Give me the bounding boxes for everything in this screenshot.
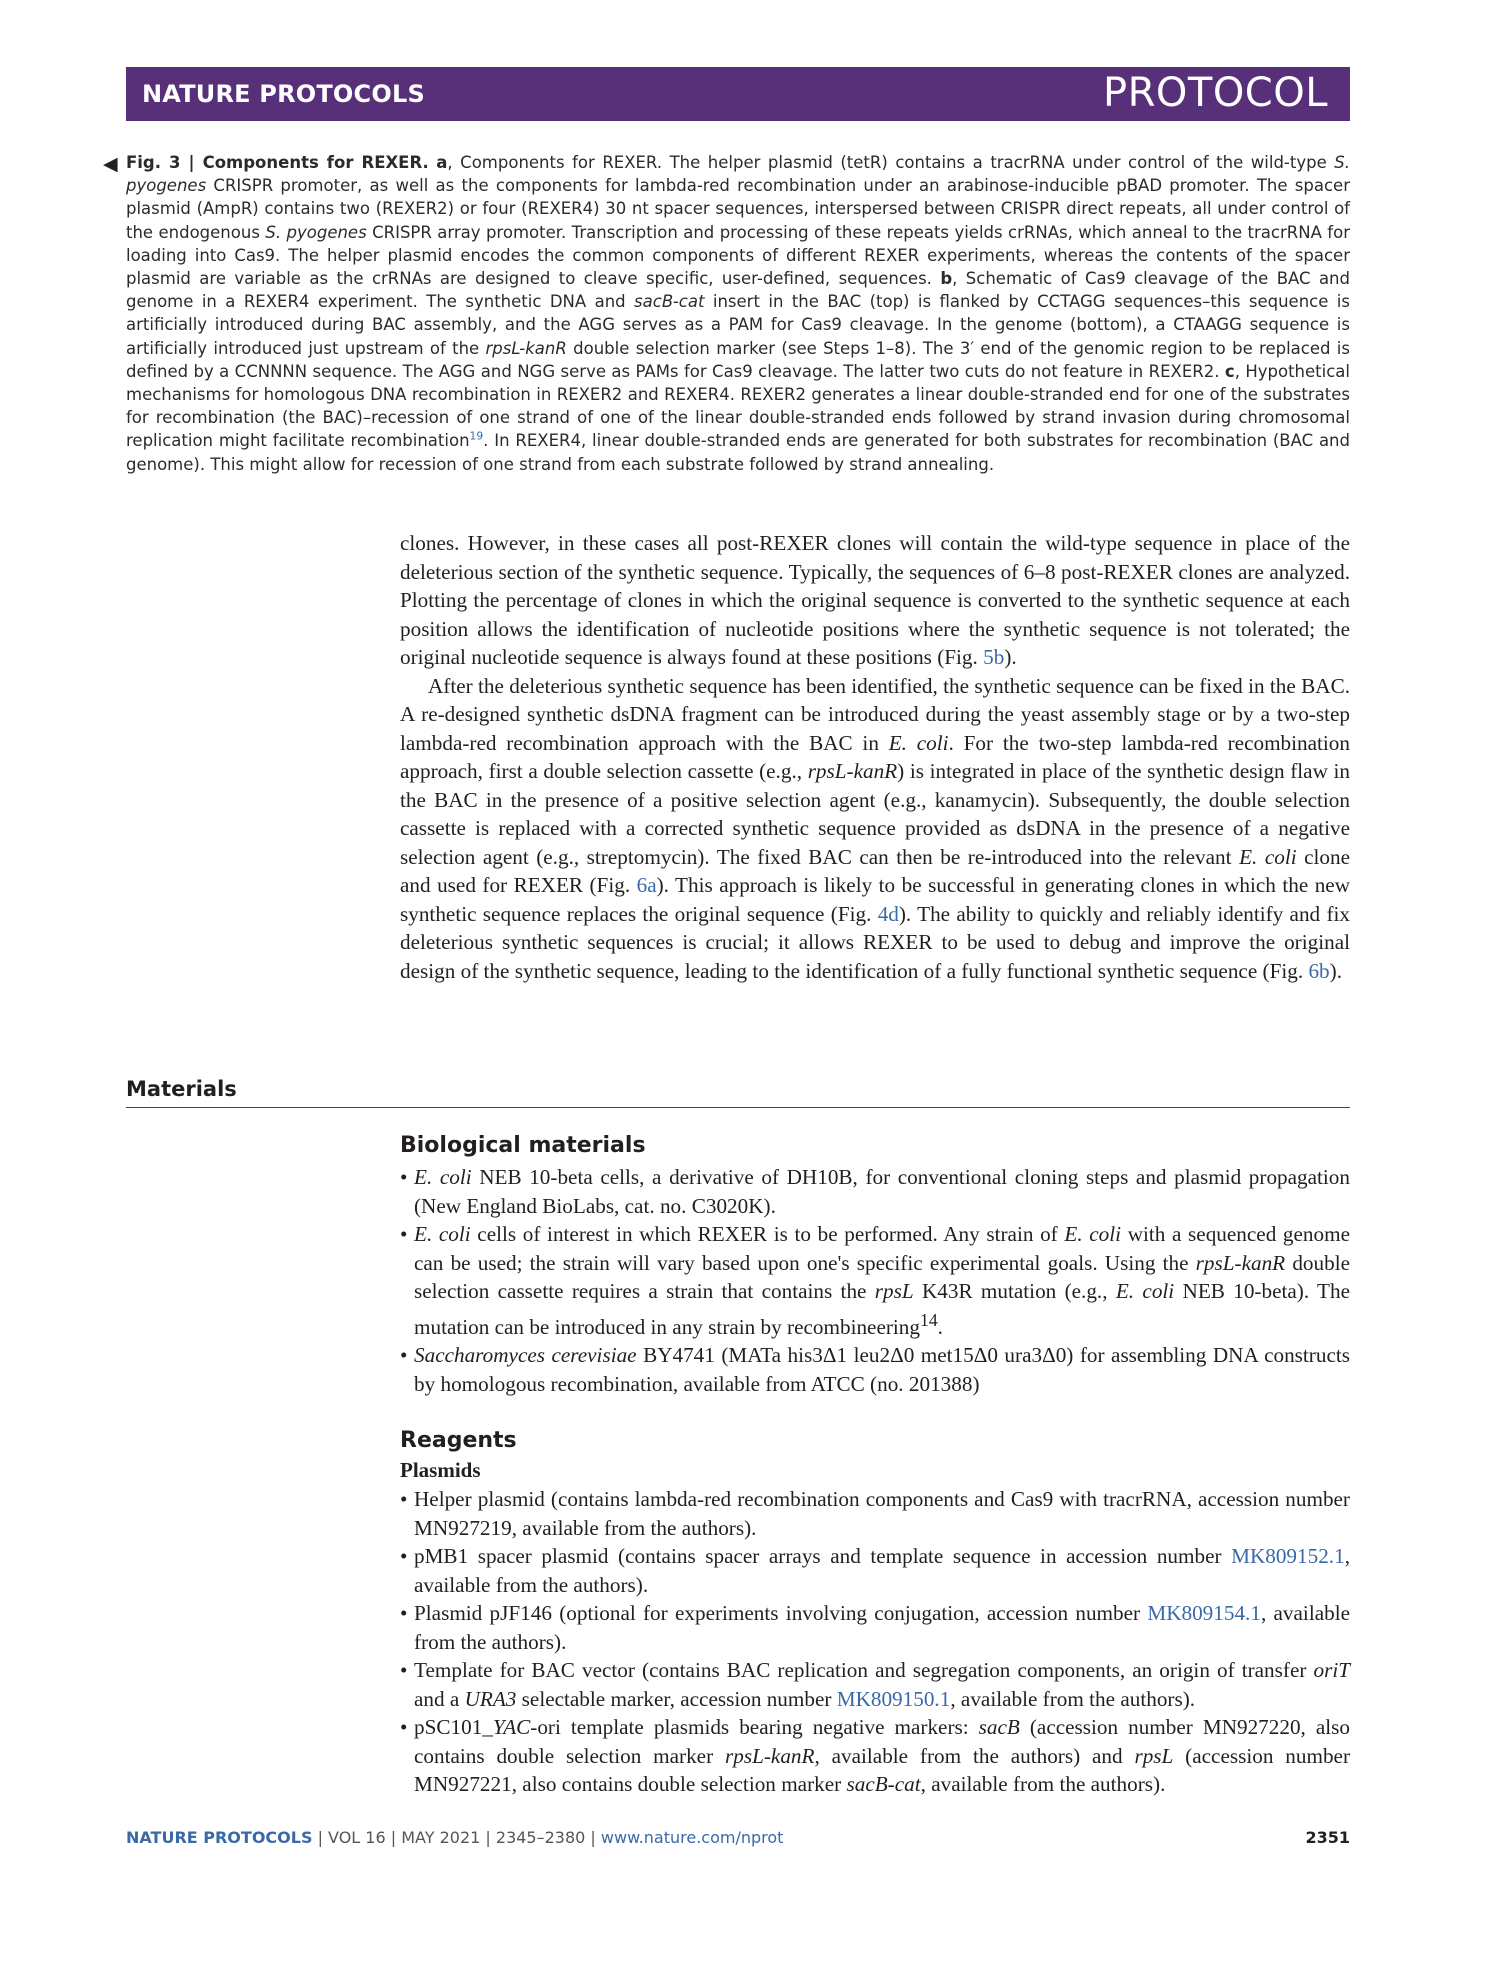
plasmids-list <box>400 1485 1350 1799</box>
list-item: • E. coli cells of interest in which REXER is to be performed. Any strain of E. coli with a sequenced genome can be used; the strain will vary based upon one's specific experimental goals. Using the rpsL-kanR double selection cassette requires a strain that contains the rpsL K43R mutation (e.g., E. coli NEB 10-beta). The mutation can be introduced in any strain by recombineering$^{14}$. <box>400 1220 1350 1341</box>
reference-14[interactable]: 14 <box>920 1309 938 1330</box>
fig-5b-link[interactable]: 5b <box>983 645 1005 669</box>
biological-materials-list <box>400 1163 1350 1398</box>
body-text <box>400 529 1350 985</box>
footer-date: MAY 2021 <box>401 1828 481 1847</box>
accession-mk809154-link[interactable]: MK809154.1 <box>1147 1601 1261 1625</box>
fig-6b-link[interactable]: 6b <box>1308 958 1330 983</box>
caption-label: Fig. 3 | Components for REXER. <box>126 153 429 172</box>
page-footer: NATURE PROTOCOLS | VOL 16 | MAY 2021 | 2345–2380 | www.nature.com/nprot 2351 <box>126 1828 1350 1847</box>
list-item: • Helper plasmid (contains lambda-red recombination components and Cas9 with tracrRNA, accession number MN927219, available from the authors). <box>400 1485 1350 1542</box>
footer-url-link[interactable]: www.nature.com/nprot <box>600 1828 784 1847</box>
accession-mk809152-link[interactable]: MK809152.1 <box>1231 1544 1345 1568</box>
list-item: • Plasmid pJF146 (optional for experiments involving conjugation, accession number MK809154.1, available from the authors). <box>400 1599 1350 1656</box>
list-item: • Saccharomyces cerevisiae BY4741 (MATa his3Δ1 leu2Δ0 met15Δ0 ura3Δ0) for assembling DNA constructs by homologous recombination, available from ATCC (no. 201388) <box>400 1341 1350 1398</box>
fig-4d-link[interactable]: 4d <box>877 901 899 926</box>
list-item: • pSC101_YAC-ori template plasmids bearing negative markers: sacB (accession number MN927220, also contains double selection marker rpsL-kanR, available from the authors) and rpsL (accession number MN927221, also contains double selection marker sacB-cat, available from the authors). <box>400 1713 1350 1799</box>
journal-name: NATURE PROTOCOLS <box>142 80 425 108</box>
paragraph-2: After the deleterious synthetic sequence has been identified, the synthetic sequence can be fixed in the BAC. A re-designed synthetic dsDNA fragment can be introduced during the yeast assembly stage or by a two-step lambda-red recombination approach with the BAC in E. coli. For the two-step lambda-red recombination approach, first a double selection cassette (e.g., rpsL-kanR) is integrated in place of the synthetic design flaw in the BAC in the presence of a positive selection agent (e.g., kanamycin). Subsequently, the double selection cassette is replaced with a corrected synthetic sequence provided as dsDNA in the presence of a negative selection agent (e.g., streptomycin). The fixed BAC can then be re-introduced into the relevant E. coli clone and used for REXER (Fig. 6a). This approach is likely to be successful in generating clones in which the new synthetic sequence replaces the original sequence (Fig. 4d). The ability to quickly and reliably identify and fix deleterious synthetic sequences is crucial; it allows REXER to be used to debug and improve the original design of the synthetic sequence, leading to the identification of a fully functional synthetic sequence (Fig. 6b). <box>400 673 1351 983</box>
biological-materials-heading: Biological materials <box>400 1133 646 1158</box>
list-item: • E. coli NEB 10-beta cells, a derivative of DH10B, for conventional cloning steps and plasmid propagation (New England BioLabs, cat. no. C3020K). <box>400 1163 1350 1220</box>
accession-mk809150-link[interactable]: MK809150.1 <box>836 1686 951 1711</box>
reagents-heading: Reagents <box>400 1428 517 1453</box>
footer-volume: VOL 16 <box>328 1828 386 1847</box>
reference-19[interactable]: 19 <box>469 429 484 443</box>
plasmids-heading: Plasmids <box>400 1458 481 1482</box>
article-type: PROTOCOL <box>1102 70 1328 116</box>
materials-section-heading: Materials <box>126 1077 1350 1108</box>
list-item: • Template for BAC vector (contains BAC replication and segregation components, an origin of transfer oriT and a URA3 selectable marker, accession number MK809150.1, available from the authors). <box>400 1656 1350 1713</box>
fig-6a-link[interactable]: 6a <box>636 873 657 897</box>
footer-journal: NATURE PROTOCOLS <box>126 1828 313 1847</box>
figure-caption: ◀ Fig. 3 | Components for REXER. a, Components for REXER. The helper plasmid (tetR) contains a tracrRNA under control of the wild-type S. pyogenes CRISPR promoter, as well as the components for lambda-red recombination under an arabinose-inducible pBAD promoter. The spacer plasmid (AmpR) contains two (REXER2) or four (REXER4) 30 nt spacer sequences, interspersed between CRISPR direct repeats, all under control of the endogenous S. pyogenes CRISPR array promoter. Transcription and processing of these repeats yields crRNAs, which anneal to the tracrRNA for loading into Cas9. The helper plasmid encodes the common components of different REXER experiments, whereas the contents of the spacer plasmid are variable as the crRNAs are designed to cleave specific, user-defined, sequences. b, Schematic of Cas9 cleavage of the BAC and genome in a REXER4 experiment. The synthetic DNA and sacB-cat insert in the BAC (top) is flanked by CCTAGG sequences–this sequence is artificially introduced during BAC assembly, and the AGG serves as a PAM for Cas9 cleavage. In the genome (bottom), a CTAAGG sequence is artificially introduced just upstream of the rpsL-kanR double selection marker (see Steps 1–8). The 3′ end of the genomic region to be replaced is defined by a CCNNNN sequence. The AGG and NGG serve as PAMs for Cas9 cleavage. The latter two cuts do not feature in REXER2. c, Hypothetical mechanisms for homologous DNA recombination in REXER2 and REXER4. REXER2 generates a linear double-stranded end for one of the substrates for recombination (the BAC)–recession of one strand of one of the linear double-stranded ends followed by strand invasion during chromosomal replication might facilitate recombination$^{19}$. In REXER4, linear double-stranded ends are generated for both substrates for recombination (BAC and genome). This might allow for recession of one strand from each substrate followed by strand annealing. <box>103 153 1350 474</box>
footer-pages: 2345–2380 <box>495 1828 586 1847</box>
journal-banner <box>126 67 1350 121</box>
page-number: 2351 <box>1305 1828 1350 1847</box>
paragraph-1: clones. However, in these cases all post-REXER clones will contain the wild-type sequence in place of the deleterious section of the synthetic sequence. Typically, the sequences of 6–8 post-REXER clones are analyzed. Plotting the percentage of clones in which the original sequence is converted to the synthetic sequence at each position allows the identification of nucleotide positions where the synthetic sequence is not tolerated; the original nucleotide sequence is always found at these positions (Fig. 5b). <box>400 531 1350 669</box>
list-item: • pMB1 spacer plasmid (contains spacer arrays and template sequence in accession number MK809152.1, available from the authors). <box>400 1542 1350 1599</box>
back-arrow-icon[interactable]: ◀ <box>103 153 118 175</box>
